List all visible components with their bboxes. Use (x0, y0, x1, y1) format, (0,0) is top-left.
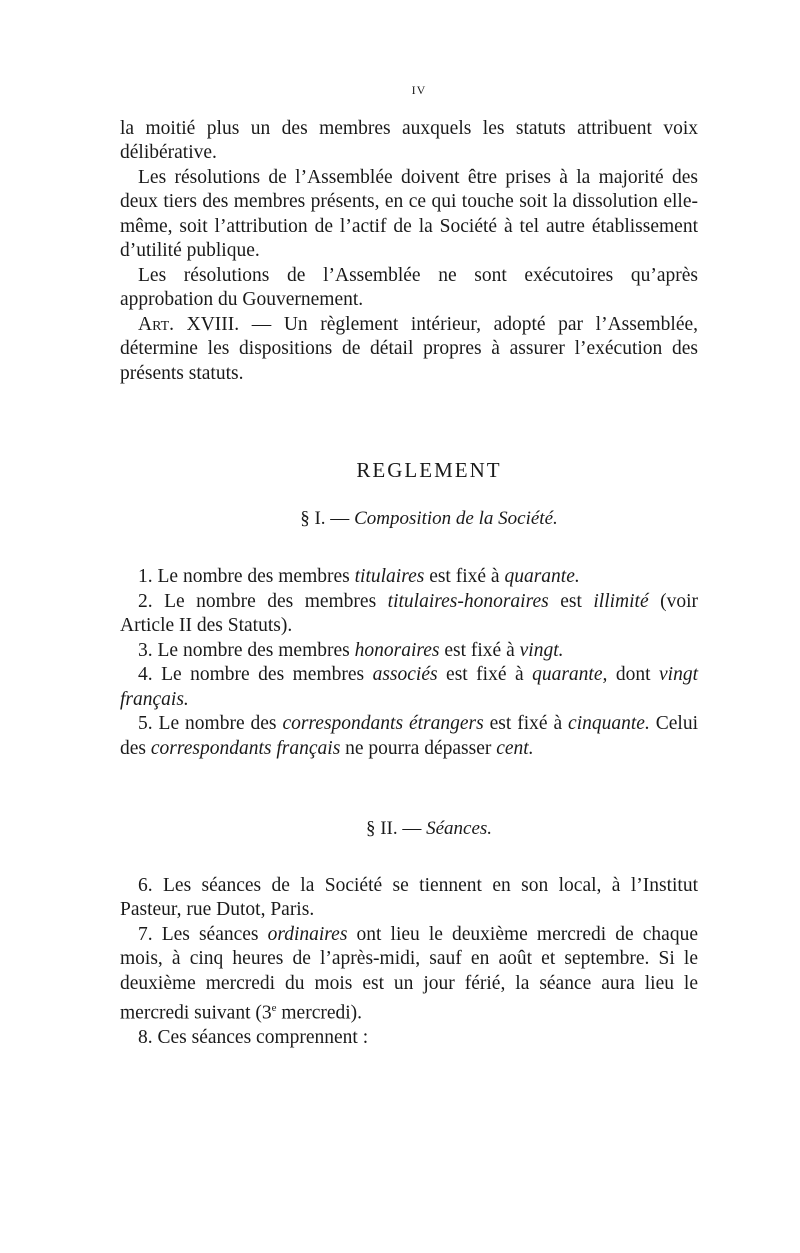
rule-2-text-3: (voir Article II des Statuts). (120, 590, 698, 636)
rule-5-number: cinquante. (568, 713, 650, 734)
rule-7-text: 7. Les séances (138, 923, 268, 945)
rule-5-text-2: est fixé à (483, 713, 569, 734)
paragraph-resolutions-majority: Les résolutions de l’Assemblée doivent être prises à la majorité des deux tiers des membres présents, en ce qui touche soit la dissolution elle-même, soit l’attribution de l’actif de la Société à tel autre établissement d’utilité publique. (120, 166, 698, 261)
rule-4-text-3: dont (607, 664, 659, 685)
rule-1-text: 1. Le nombre des membres (138, 566, 355, 587)
rule-7-superscript: e (271, 1002, 277, 1014)
section-1-mark: § I. — (300, 507, 355, 529)
section-2-heading (160, 817, 698, 842)
rule-7-emphasis: ordinaires (267, 923, 348, 945)
rule-4-number-2: vingt français. (120, 664, 698, 710)
paragraph-resolutions-approval: Les résolutions de l’Assemblée ne sont exécutoires qu’après approbation du Gouvernement. (120, 264, 698, 310)
rule-4 (120, 663, 698, 712)
rule-7-text-3: mercredi). (276, 1002, 363, 1024)
document-page (120, 78, 698, 1051)
rule-3-text-2: est fixé à (439, 639, 520, 661)
rule-4-text-2: est fixé à (437, 664, 533, 685)
section-1-heading (160, 507, 698, 532)
rule-3-emphasis: honoraires (354, 639, 440, 661)
rule-1-emphasis: titulaires (354, 566, 425, 587)
article-18-label: Art. XVIII. (138, 313, 240, 335)
rule-1-text-2: est fixé à (424, 566, 505, 587)
rule-8: 8. Ces séances comprennent : (138, 1027, 369, 1048)
page-number: IV (411, 83, 427, 97)
rule-5-text-3: Celui des (120, 713, 698, 759)
rule-3-number: vingt. (519, 639, 564, 661)
rule-2 (120, 590, 698, 639)
rule-4-emphasis: associés (372, 664, 438, 685)
paragraph-quorum: la moitié plus un des membres auxquels les statuts attribuent voix délibérative. (120, 117, 698, 163)
reglement-title: REGLEMENT (356, 458, 502, 482)
rule-5-text: 5. Le nombre des (138, 713, 283, 734)
section-2-mark: § II. — (365, 818, 427, 839)
rule-2-text-2: est (548, 590, 594, 612)
rule-3 (120, 639, 698, 664)
rule-4-text: 4. Le nombre des membres (138, 664, 373, 685)
rule-3-text: 3. Le nombre des membres (138, 639, 355, 661)
rule-6: 6. Les séances de la Société se tiennent en son local, à l’Institut Pasteur, rue Dutot, Paris. (120, 874, 698, 920)
rule-5-emphasis-2: correspondants français (150, 737, 341, 759)
paragraph-article-18 (120, 313, 698, 387)
rule-2-number: illimité (593, 590, 649, 612)
rule-1-number: quarante. (504, 566, 580, 587)
section-1-title: Composition de la Société. (354, 507, 558, 529)
rule-5 (120, 712, 698, 761)
section-2-title: Séances. (426, 818, 493, 839)
rule-2-text: 2. Le nombre des membres (138, 590, 388, 612)
rule-5-text-4: ne pourra dépasser (340, 737, 497, 759)
rule-7 (120, 923, 698, 1027)
rule-1 (120, 565, 698, 590)
rule-7-text-2: ont lieu le deuxième mercredi de chaque mois, à cinq heures de l’après-midi, sauf en août et septembre. Si le deuxième mercredi du mois est un jour férié, la séance aura lieu le mercredi suivant (3 (120, 923, 698, 1024)
rule-4-number: quarante, (532, 664, 608, 685)
rule-5-emphasis: correspondants étrangers (282, 713, 484, 734)
article-18-text: — Un règlement intérieur, adopté par l’Assemblée, détermine les dispositions de détail propres à assurer l’exécution des présents statuts. (120, 313, 698, 384)
rule-5-number-2: cent. (496, 737, 534, 759)
rule-2-emphasis: titulaires-honoraires (387, 590, 549, 612)
